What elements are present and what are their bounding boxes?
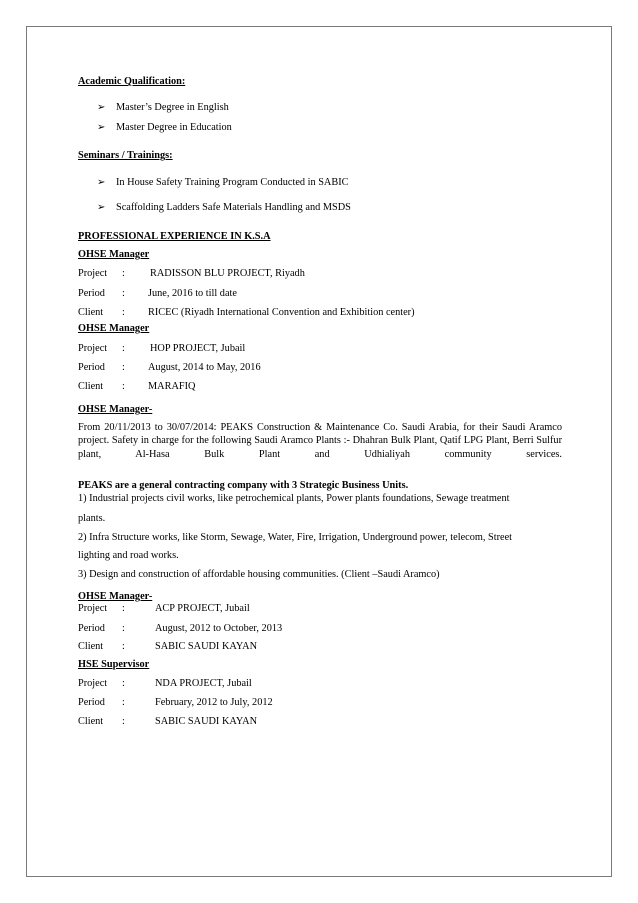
row-colon: : xyxy=(122,623,125,634)
job-title: OHSE Manager xyxy=(78,323,150,334)
seminar-item: Scaffolding Ladders Safe Materials Handling and MSDS xyxy=(116,202,351,213)
row-value: August, 2014 to May, 2016 xyxy=(148,362,261,373)
row-value: NDA PROJECT, Jubail xyxy=(155,678,252,689)
bullet-arrow-icon: ➢ xyxy=(97,177,106,188)
row-colon: : xyxy=(122,268,125,279)
row-label: Period xyxy=(78,362,105,373)
row-label: Client xyxy=(78,381,104,392)
peaks-unit-line: 1) Industrial projects civil works, like petrochemical plants, Power plants foundations, Sewage treatment xyxy=(78,493,510,504)
row-value: RICEC (Riyadh International Convention and Exhibition center) xyxy=(148,307,415,318)
row-label: Project xyxy=(78,343,108,354)
job-title: HSE Supervisor xyxy=(78,659,150,670)
row-colon: : xyxy=(122,603,125,614)
peaks-heading: PEAKS are a general contracting company with 3 Strategic Business Units. xyxy=(78,480,409,491)
peaks-unit-line: lighting and road works. xyxy=(78,550,179,561)
row-value: June, 2016 to till date xyxy=(148,288,237,299)
seminar-item: In House Safety Training Program Conducted in SABIC xyxy=(116,177,349,188)
row-value: SABIC SAUDI KAYAN xyxy=(155,716,258,727)
bullet-arrow-icon: ➢ xyxy=(97,102,106,113)
row-colon: : xyxy=(122,697,125,708)
row-value: August, 2012 to October, 2013 xyxy=(155,623,283,634)
bullet-arrow-icon: ➢ xyxy=(97,122,106,133)
row-value: RADISSON BLU PROJECT, Riyadh xyxy=(150,268,305,279)
row-colon: : xyxy=(122,641,125,652)
row-label: Period xyxy=(78,623,105,634)
row-label: Project xyxy=(78,268,108,279)
row-value: February, 2012 to July, 2012 xyxy=(155,697,273,708)
peaks-unit-line: 2) Infra Structure works, like Storm, Sewage, Water, Fire, Irrigation, Underground power, telecom, Street xyxy=(78,532,513,543)
row-colon: : xyxy=(122,678,125,689)
row-colon: : xyxy=(122,716,125,727)
row-label: Project xyxy=(78,678,108,689)
seminars-heading: Seminars / Trainings: xyxy=(78,150,173,161)
row-value: MARAFIQ xyxy=(148,381,196,392)
row-colon: : xyxy=(122,343,125,354)
row-label: Period xyxy=(78,288,105,299)
peaks-unit-line: plants. xyxy=(78,513,106,524)
row-value: SABIC SAUDI KAYAN xyxy=(155,641,258,652)
row-colon: : xyxy=(122,307,125,318)
job-description: From 20/11/2013 to 30/07/2014: PEAKS Construction & Maintenance Co. Saudi Arabia, for their Saudi Aramco project. Safety in charge for the following Saudi Aramco Plants :- Dhahran Bulk Plant, Qatif LPG Plant, Berri Sulfur plant, Al-Hasa Bulk Plant and Udhialiyah community services. xyxy=(78,422,562,460)
row-value: ACP PROJECT, Jubail xyxy=(155,603,250,614)
academic-item: Master’s Degree in English xyxy=(116,102,229,113)
job-title: OHSE Manager- xyxy=(78,404,153,415)
academic-item: Master Degree in Education xyxy=(116,122,232,133)
row-label: Client xyxy=(78,716,104,727)
row-label: Project xyxy=(78,603,108,614)
row-colon: : xyxy=(122,362,125,373)
row-colon: : xyxy=(122,381,125,392)
row-value: HOP PROJECT, Jubail xyxy=(150,343,246,354)
row-label: Client xyxy=(78,641,104,652)
row-label: Client xyxy=(78,307,104,318)
row-label: Period xyxy=(78,697,105,708)
peaks-unit-line: 3) Design and construction of affordable housing communities. (Client –Saudi Aramco) xyxy=(78,569,440,580)
experience-heading: PROFESSIONAL EXPERIENCE IN K.S.A xyxy=(78,231,271,242)
row-colon: : xyxy=(122,288,125,299)
job-title: OHSE Manager- xyxy=(78,591,153,602)
bullet-arrow-icon: ➢ xyxy=(97,202,106,213)
academic-heading: Academic Qualification: xyxy=(78,76,186,87)
job-title: OHSE Manager xyxy=(78,249,150,260)
